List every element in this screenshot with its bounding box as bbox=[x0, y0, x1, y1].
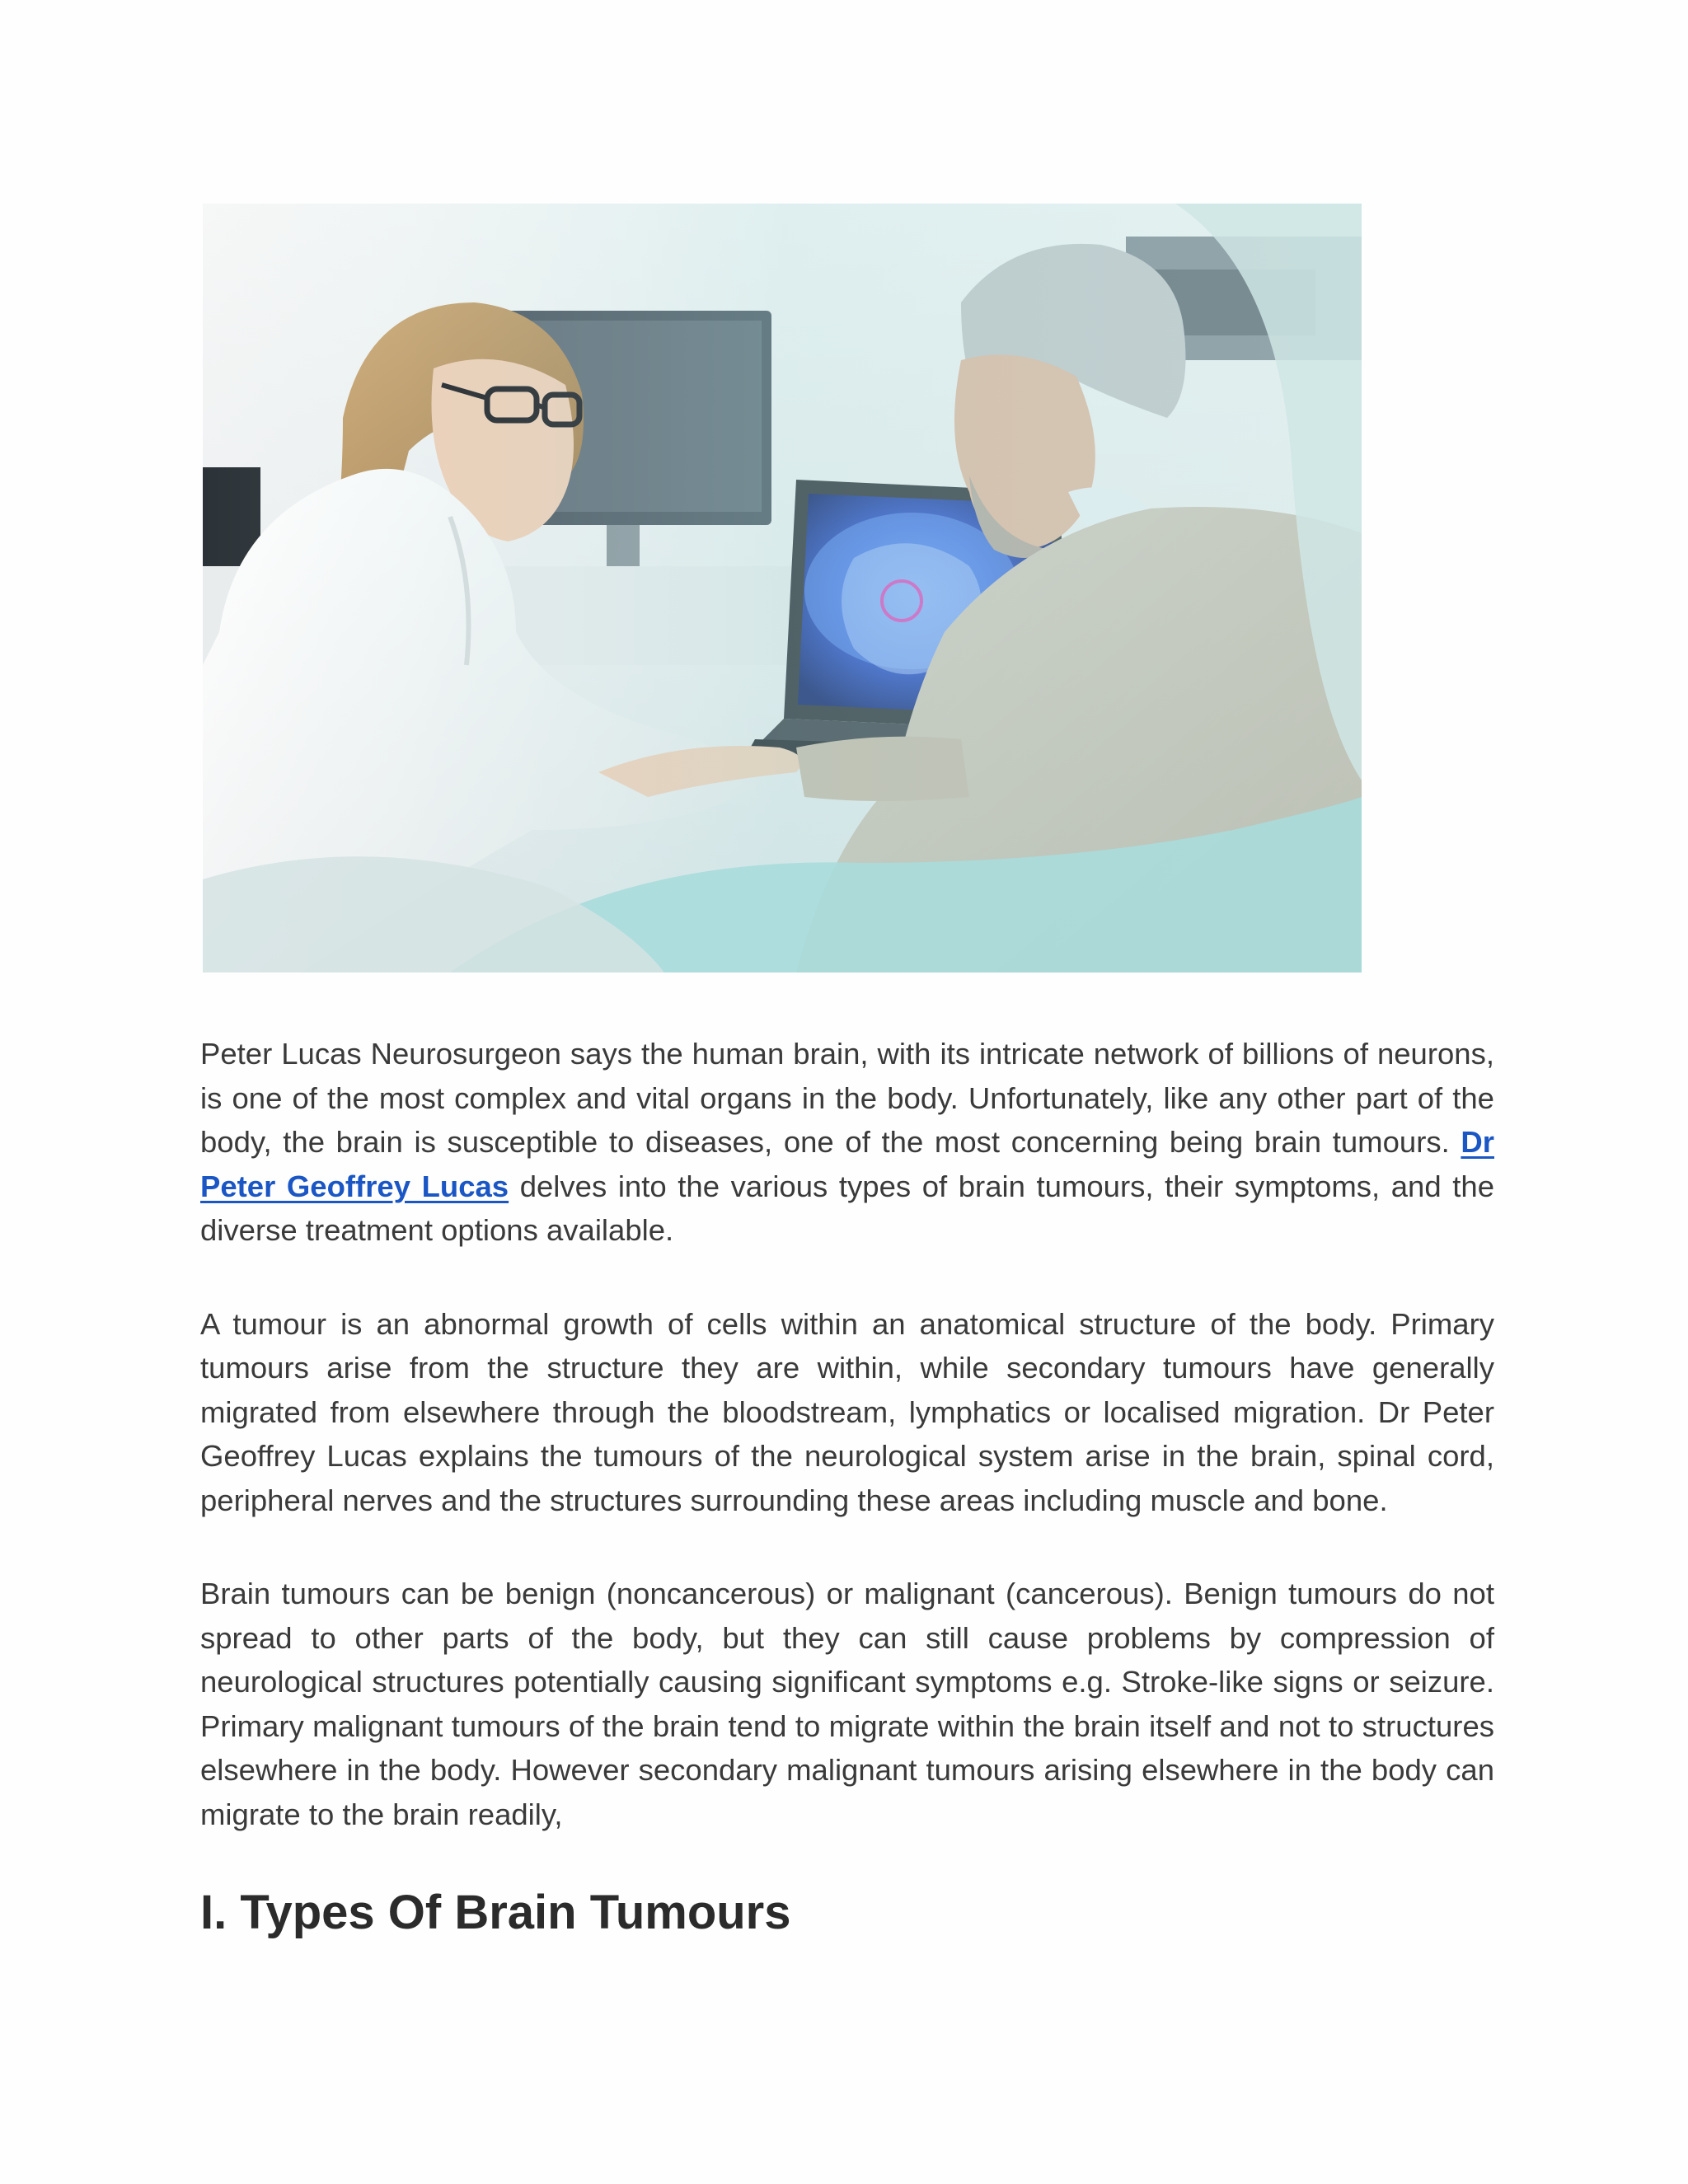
intro-paragraph bbox=[200, 1032, 1494, 1253]
benign-malignant-paragraph: Brain tumours can be benign (noncancerous) or malignant (cancerous). Benign tumours do not spread to other parts of the body, but they can still cause problems by compression of neurological structures potentially causing significant symptoms e.g. Stroke-like signs or seizure. Primary malignant tumours of the brain tend to migrate within the brain itself and not to structures elsewhere in the body. However secondary malignant tumours arising elsewhere in the body can migrate to the brain readily, bbox=[200, 1577, 1494, 1831]
tumour-definition-paragraph: A tumour is an abnormal growth of cells within an anatomical structure of the body. Primary tumours arise from the structure they are within, while secondary tumours have generally migrated from elsewhere through the bloodstream, lymphatics or localised migration. Dr Peter Geoffrey Lucas explains the tumours of the neurological system arise in the brain, spinal cord, peripheral nerves and the structures surrounding these areas including muscle and bone. bbox=[200, 1306, 1494, 1517]
hero-image bbox=[203, 204, 1362, 972]
section-heading: I. Types Of Brain Tumours bbox=[200, 1886, 791, 1939]
intro-text-start: Peter Lucas Neurosurgeon says the human brain, with its intricate network of billions of neurons, is one of the most complex and vital organs in the body. Unfortunately, like any other part of the body, the brain is susceptible to diseases, one of the most concerning being brain tumours. bbox=[200, 1037, 1494, 1159]
doctor-patient-brain-scan-photo-icon bbox=[203, 204, 1362, 972]
intro-text-end: delves into the various types of brain tumours, their symptoms, and the diverse treatment options available. bbox=[200, 1169, 1494, 1247]
author-link[interactable]: Dr Peter Geoffrey Lucas bbox=[200, 1125, 1494, 1203]
article bbox=[200, 204, 1494, 1942]
